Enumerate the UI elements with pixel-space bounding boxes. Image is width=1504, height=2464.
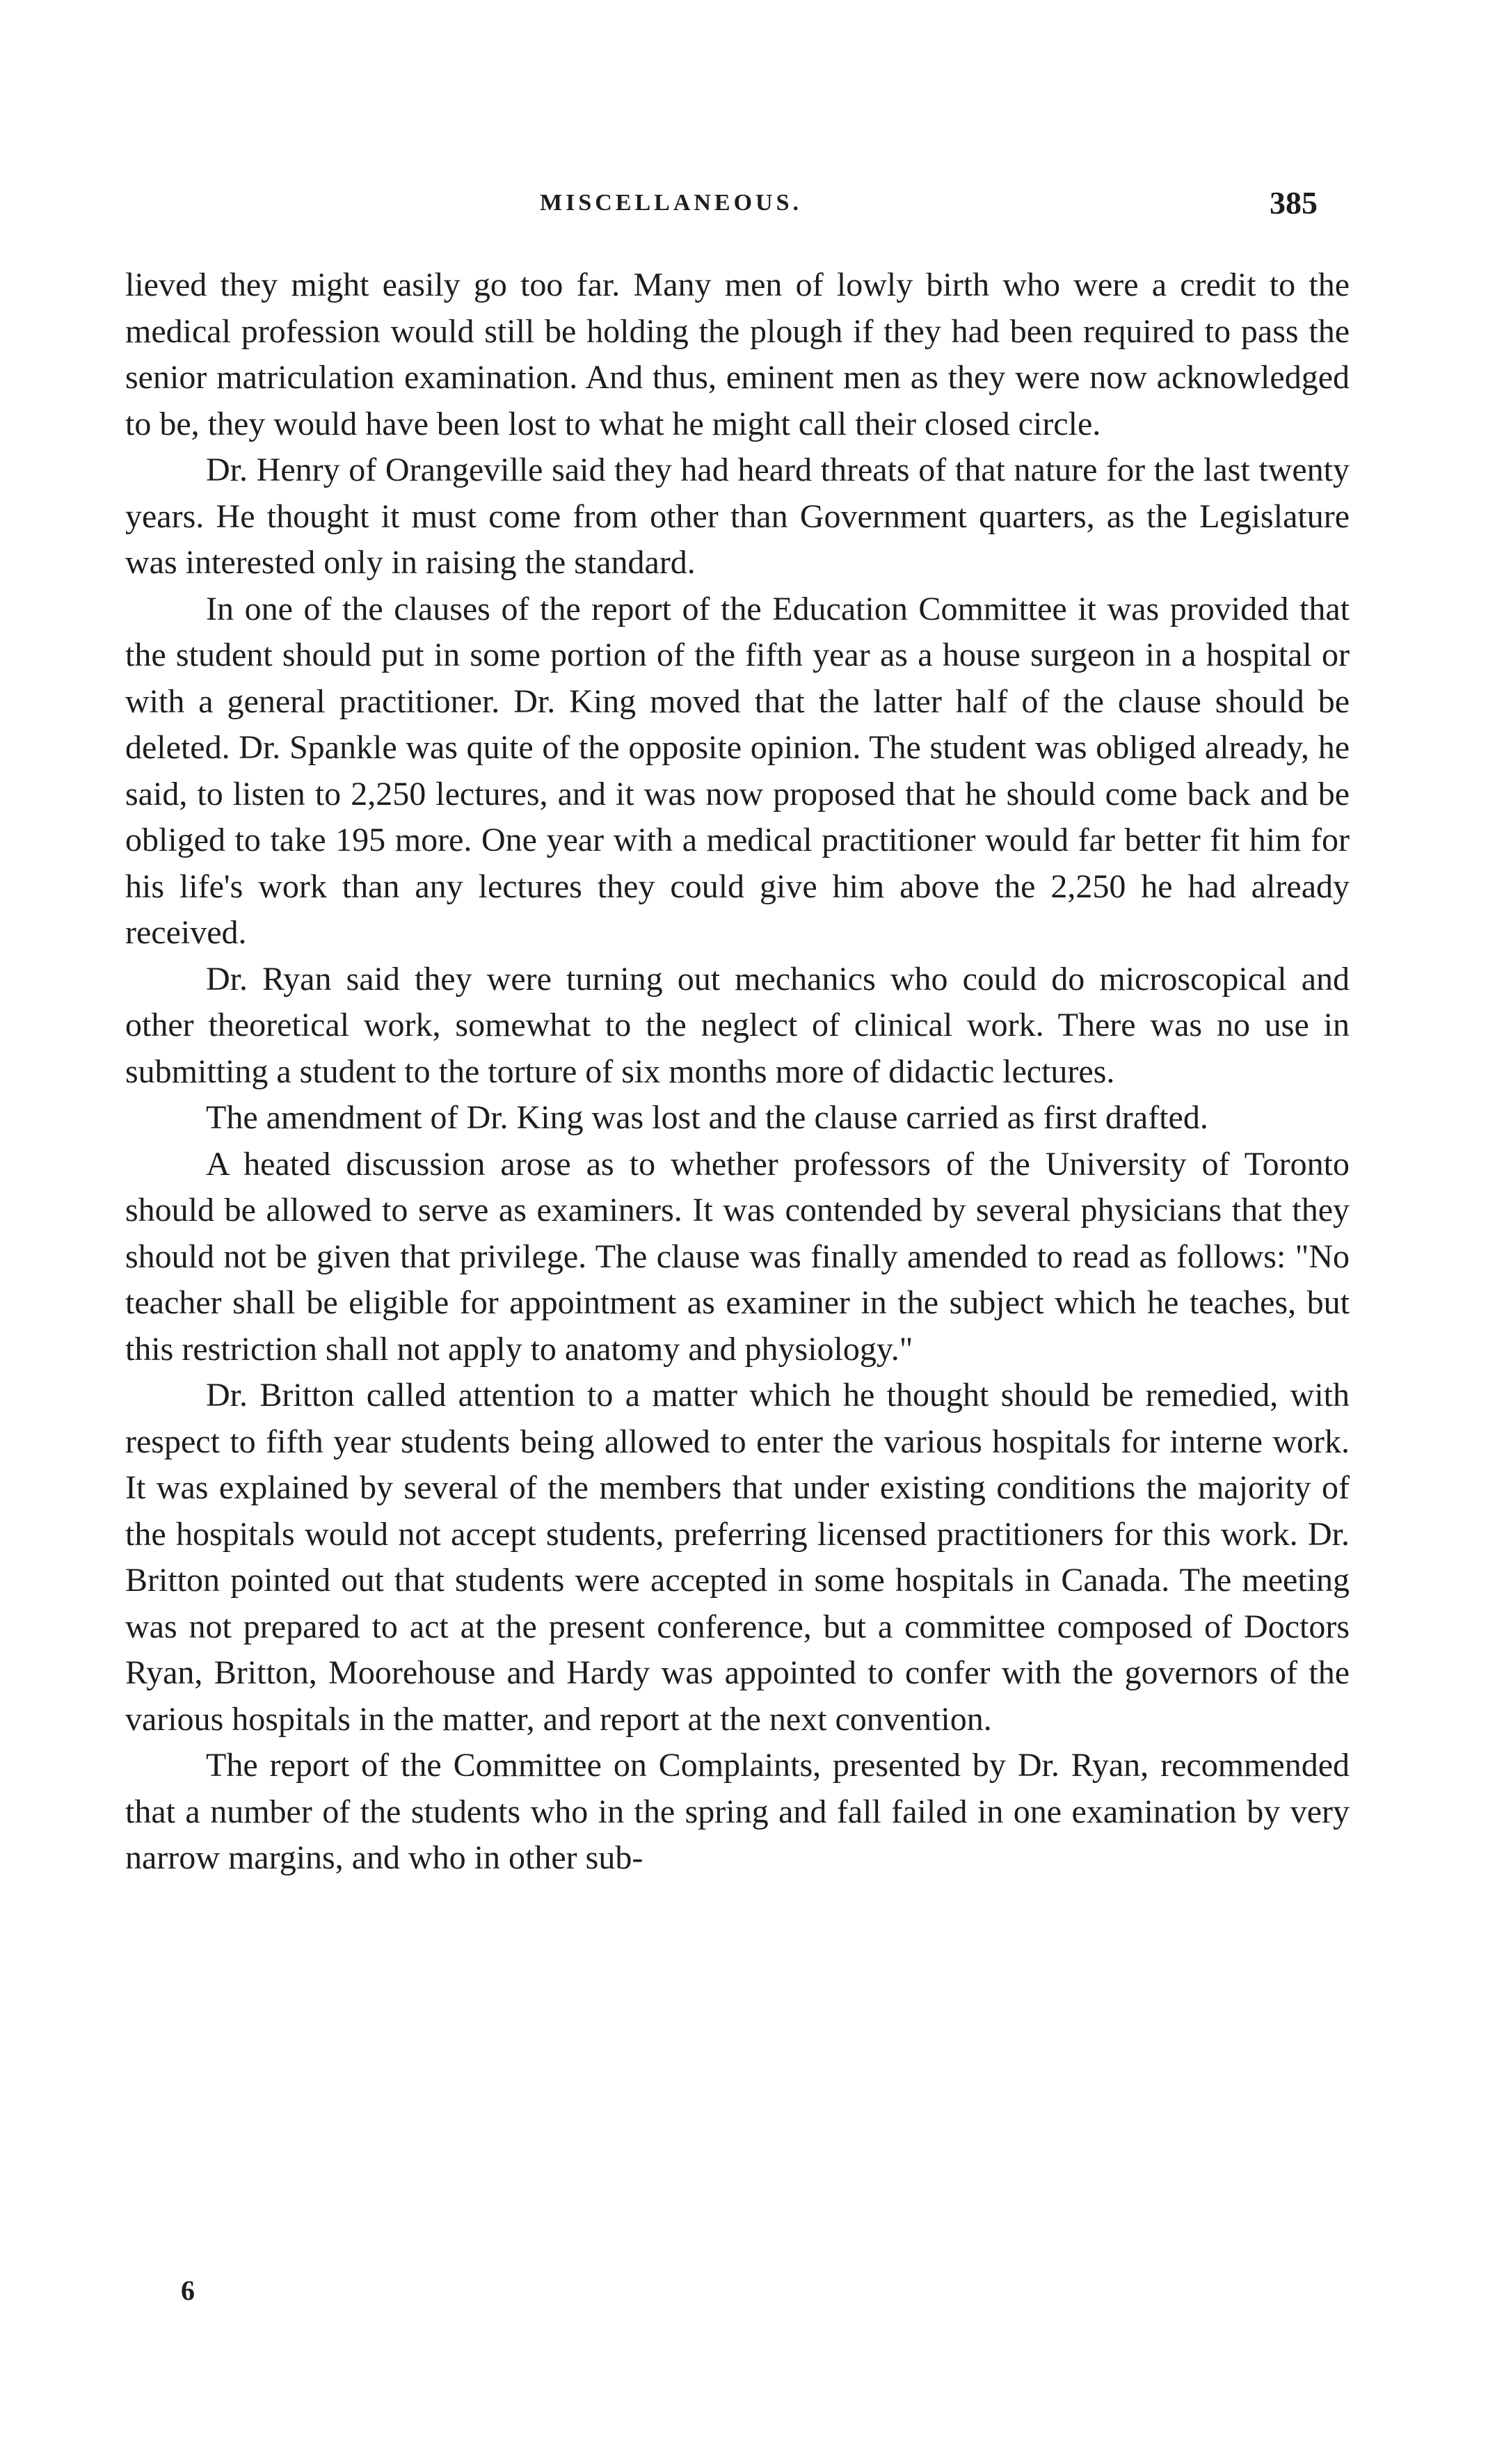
paragraph: Dr. Henry of Orangeville said they had heard threats of that nature for the last twenty years. He thought it must come from other than Government quarters, as the Legislature was interested only in raising the standard. <box>125 451 1350 581</box>
running-title: MISCELLANEOUS. <box>540 190 803 216</box>
paragraph: lieved they might easily go too far. Many men of lowly birth who were a credit to the medical profession would still be holding the plough if they had been required to pass the senior matriculation examination. And thus, eminent men as they were now acknowledged to be, they would have been lost to what he might call their closed circle. <box>125 266 1350 442</box>
paragraph: The report of the Committee on Complaints, presented by Dr. Ryan, recommended that a number of the students who in the spring and fall failed in one examination by very narrow margins, and who in other sub- <box>125 1747 1350 1876</box>
paragraph: Dr. Ryan said they were turning out mechanics who could do microscopical and other theoretical work, somewhat to the neglect of clinical work. There was no use in submitting a student to the torture of six months more of didactic lectures. <box>125 960 1350 1090</box>
running-head <box>0 182 1504 224</box>
body-text <box>125 262 1350 1882</box>
paragraph: In one of the clauses of the report of the Education Committee it was provided that the student should put in some portion of the fifth year as a house surgeon in a hospital or with a general practitioner. Dr. King moved that the latter half of the clause should be deleted. Dr. Spankle was quite of the opposite opinion. The student was obliged already, he said, to listen to 2,250 lectures, and it was now proposed that he should come back and be obliged to take 195 more. One year with a medical practitioner would far better fit him for his life's work than any lectures they could give him above the 2,250 he had already received. <box>125 590 1350 951</box>
paragraph: A heated discussion arose as to whether professors of the University of Toronto should be allowed to serve as examiners. It was contended by several physicians that they should not be given that privilege. The clause was finally amended to read as follows: "No teacher shall be eligible for appointment as examiner in the subject which he teaches, but this restriction shall not apply to anatomy and physiology." <box>125 1145 1350 1368</box>
signature-mark: 6 <box>181 2275 195 2306</box>
paragraph: The amendment of Dr. King was lost and the clause carried as first drafted. <box>206 1099 1208 1136</box>
page-number: 385 <box>1270 185 1318 221</box>
paragraph: Dr. Britton called attention to a matter which he thought should be remedied, with respect to fifth year students being allowed to enter the various hospitals for interne work. It was explained by several of the members that under existing conditions the majority of the hospitals would not accept students, preferring licensed practitioners for this work. Dr. Britton pointed out that students were accepted in some hospitals in Canada. The meeting was not prepared to act at the present conference, but a committee composed of Doctors Ryan, Britton, Moorehouse and Hardy was appointed to confer with the governors of the various hospitals in the matter, and report at the next convention. <box>125 1377 1350 1738</box>
